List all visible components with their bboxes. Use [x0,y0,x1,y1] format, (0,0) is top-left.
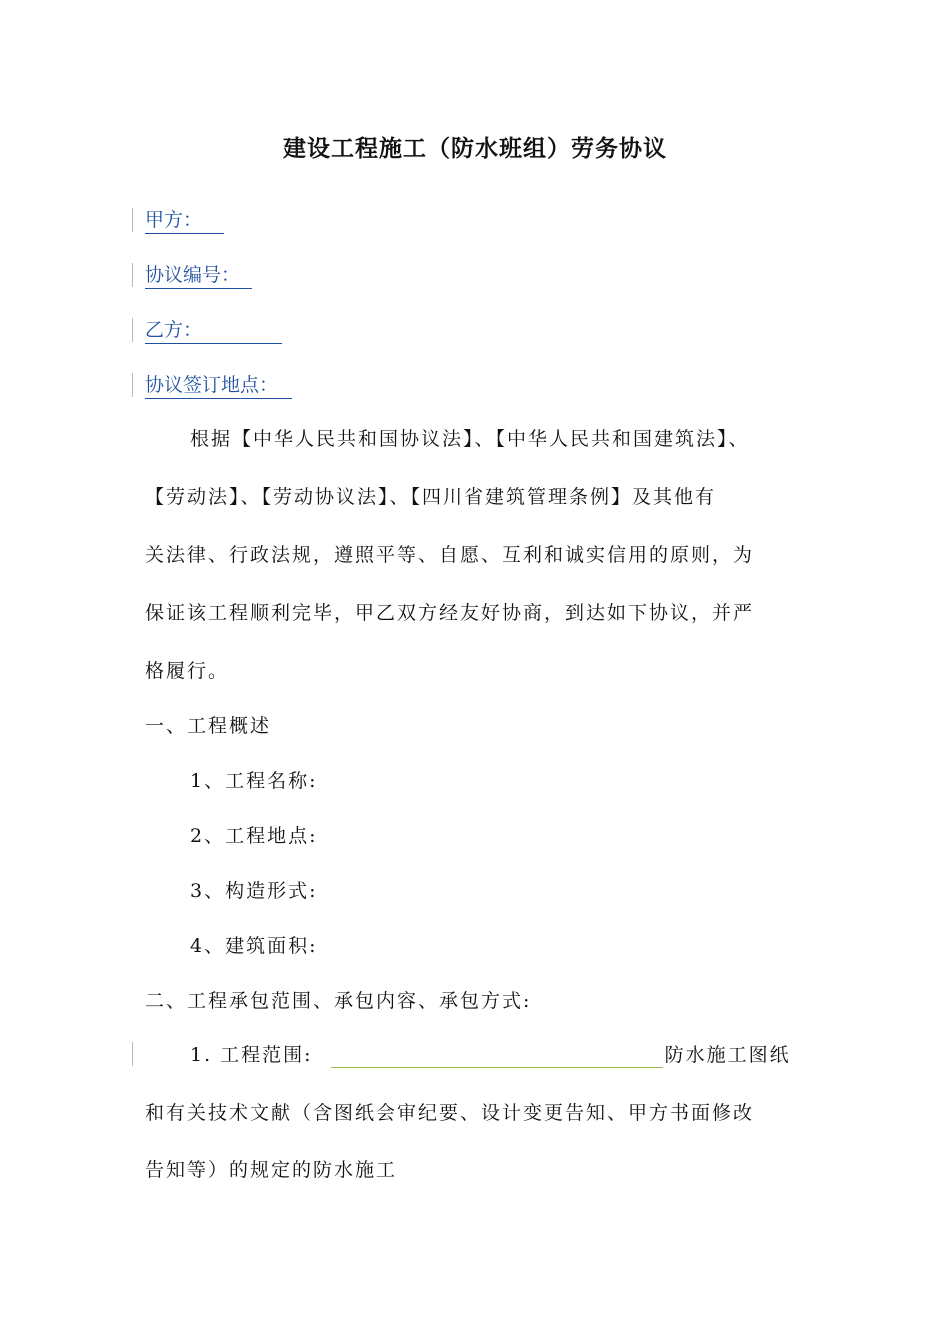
party-a-field[interactable] [145,208,224,232]
section-item: 4、建筑面积: [190,935,318,957]
scope-text-line: 告知等）的规定的防水施工 [145,1159,398,1181]
revision-marker [132,263,133,287]
scope-after-text: 防水施工图纸 [664,1044,791,1066]
preamble-line: 关法律、行政法规，遵照平等、自愿、互利和诚实信用的原则，为 [145,544,755,566]
scope-label: 1. 工程范围: [190,1044,313,1066]
party-a-label: 甲方： [145,208,224,234]
revision-marker [132,208,133,232]
revision-marker [132,318,133,342]
sign-place-label: 协议签订地点： [145,373,292,399]
preamble-line: 保证该工程顺利完毕，甲乙双方经友好协商，到达如下协议，并严 [145,602,755,624]
section-heading: 一、工程概述 [145,715,272,737]
preamble-line: 【劳动法】、【劳动协议法】、【四川省建筑管理条例】及其他有 [145,486,717,508]
section-item: 2、工程地点: [190,825,318,847]
party-b-label: 乙方： [145,318,282,344]
agreement-number-field[interactable] [145,263,252,287]
scope-text-line: 和有关技术文献（含图纸会审纪要、设计变更告知、甲方书面修改 [145,1102,755,1124]
revision-marker [132,373,133,397]
section-item: 1、工程名称: [190,770,318,792]
scope-line [190,1042,791,1068]
party-b-field[interactable] [145,318,282,342]
section-item: 3、构造形式: [190,880,318,902]
agreement-number-label: 协议编号： [145,263,252,289]
sign-place-field[interactable] [145,373,292,397]
document-title: 建设工程施工（防水班组）劳务协议 [283,135,667,162]
revision-marker [132,1042,133,1066]
section-heading: 二、工程承包范围、承包内容、承包方式: [145,990,532,1012]
preamble-line: 根据【中华人民共和国协议法】、【中华人民共和国建筑法】、 [190,428,750,450]
preamble-line: 格履行。 [145,660,230,682]
scope-blank-underline[interactable] [331,1047,663,1068]
